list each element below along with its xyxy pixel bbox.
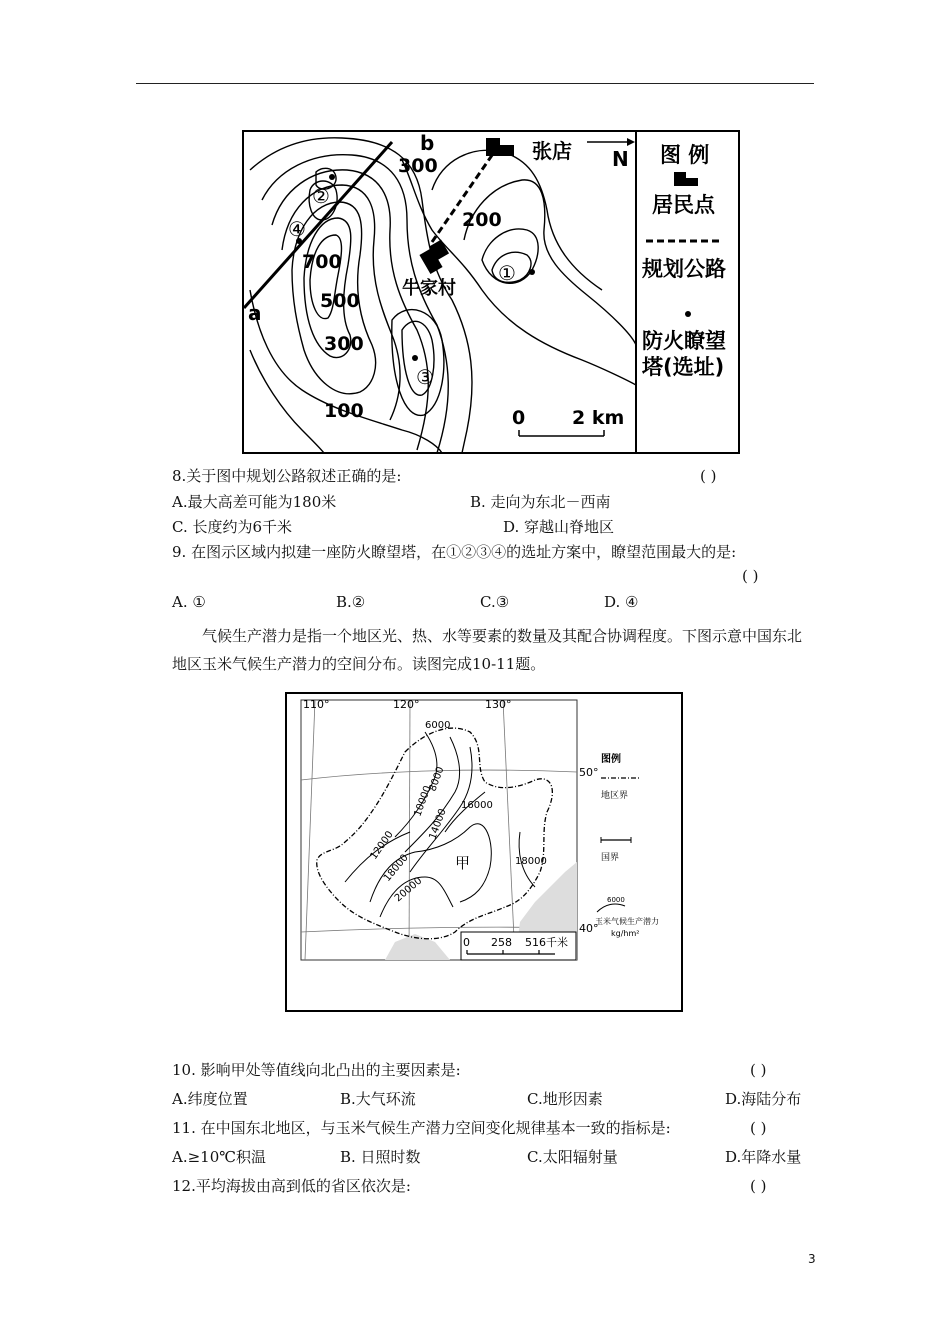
scale-0: 0	[463, 936, 470, 949]
legend-tower-line2: 塔(选址)	[642, 355, 725, 379]
lon-110: 110°	[303, 698, 330, 711]
q8-option-b[interactable]: B. 走向为东北－西南	[470, 493, 611, 511]
contour-18000-west: 18000	[381, 852, 411, 884]
q9-option-b[interactable]: B.②	[336, 593, 366, 611]
q9-option-d[interactable]: D. ④	[604, 593, 639, 611]
ridge-label-b: b	[420, 131, 435, 155]
scale-zero: 0	[512, 407, 526, 429]
intro-paragraph: 气候生产潜力是指一个地区光、热、水等要素的数量及其配合协调程度。下图示意中国东北地区玉米气候生产潜力的空间分布。读图完成10-11题。	[172, 627, 803, 673]
contour-10000: 10000	[412, 784, 434, 819]
legend-road: 规划公路	[642, 257, 726, 281]
q11-option-a[interactable]: A.≥10℃积温	[172, 1148, 267, 1166]
header-rule	[136, 83, 814, 84]
legend-residential: 居民点	[652, 193, 715, 217]
q10-stem: 10. 影响甲处等值线向北凸出的主要因素是:	[172, 1061, 461, 1079]
scale-258: 258	[491, 936, 512, 949]
q8-answer-blank[interactable]: ( )	[700, 467, 717, 485]
legend2-region-border: 地区界	[601, 791, 629, 801]
q9-option-a[interactable]: A. ①	[172, 593, 206, 611]
legend2-title: 图例	[601, 754, 621, 765]
contour-200: 200	[462, 209, 502, 231]
q11-answer-blank[interactable]: ( )	[750, 1119, 767, 1137]
page-number: 3	[808, 1252, 816, 1266]
contour-300-top: 300	[398, 155, 438, 177]
tower-site-2-dot	[329, 174, 335, 180]
legend-tower-line1: 防火瞭望	[642, 329, 726, 353]
northeast-china-map-figure	[285, 692, 683, 1012]
place-zhangdian: 张店	[532, 139, 572, 163]
q9-option-c[interactable]: C.③	[480, 593, 510, 611]
contour-20000: 20000	[392, 875, 425, 905]
site-1-label: ①	[498, 261, 516, 285]
q10-answer-blank[interactable]: ( )	[750, 1061, 767, 1079]
tower-site-3-dot	[412, 355, 418, 361]
contour-6000: 6000	[425, 720, 451, 731]
scale-516km: 516千米	[525, 936, 568, 949]
lon-120: 120°	[393, 698, 420, 711]
contour-100: 100	[324, 400, 364, 422]
q9-answer-blank[interactable]: ( )	[742, 567, 759, 585]
contour-map-figure	[242, 130, 740, 454]
site-4-label: ④	[288, 217, 306, 241]
place-niujiacun: 牛家村	[402, 278, 456, 299]
q12-answer-blank[interactable]: ( )	[750, 1177, 767, 1195]
q9-stem: 9. 在图示区域内拟建一座防火瞭望塔，在①②③④的选址方案中，瞭望范围最大的是:	[172, 543, 737, 561]
q8-stem: 8.关于图中规划公路叙述正确的是:	[172, 467, 402, 485]
contour-700: 700	[302, 251, 342, 273]
contour-18000-east: 18000	[515, 856, 547, 867]
contour-300-left: 300	[324, 333, 364, 355]
site-3-label: ③	[416, 365, 434, 389]
q10-option-d[interactable]: D.海陆分布	[725, 1090, 802, 1108]
lat-40: 40°	[579, 922, 599, 935]
region-jia: 甲	[455, 854, 471, 872]
legend2-potential-line1: 玉米气候生产潜力	[595, 917, 659, 926]
contour-12000: 12000	[368, 829, 396, 862]
contour-16000: 16000	[461, 800, 493, 811]
tower-site-1-dot	[529, 269, 535, 275]
q8-option-a[interactable]: A.最大高差可能为180米	[172, 493, 337, 511]
legend-tower-icon	[685, 311, 691, 317]
contour-14000: 14000	[427, 807, 449, 842]
q8-option-c[interactable]: C. 长度约为6千米	[172, 518, 293, 536]
contour-8000: 8000	[427, 765, 447, 794]
q10-option-b[interactable]: B.大气环流	[340, 1090, 416, 1108]
legend2-national-border: 国界	[601, 853, 620, 863]
q11-option-b[interactable]: B. 日照时数	[340, 1148, 421, 1166]
legend2-potential-line2: kg/hm²	[611, 929, 640, 938]
q10-option-c[interactable]: C.地形因素	[527, 1090, 603, 1108]
legend2-contour-sample: 6000	[607, 896, 625, 904]
q8-option-d[interactable]: D. 穿越山脊地区	[503, 518, 615, 536]
q12-stem: 12.平均海拔由高到低的省区依次是:	[172, 1177, 411, 1195]
q11-stem: 11. 在中国东北地区，与玉米气候生产潜力空间变化规律基本一致的指标是:	[172, 1119, 671, 1137]
q10-option-a[interactable]: A.纬度位置	[172, 1090, 248, 1108]
q11-option-c[interactable]: C.太阳辐射量	[527, 1148, 618, 1166]
legend-title: 图 例	[660, 143, 710, 167]
q11-option-d[interactable]: D.年降水量	[725, 1148, 802, 1166]
contour-500: 500	[320, 290, 360, 312]
lon-130: 130°	[485, 698, 512, 711]
site-2-label: ②	[312, 184, 330, 208]
scale-2km: 2 km	[572, 407, 625, 429]
ridge-label-a: a	[248, 301, 262, 325]
north-label: N	[612, 147, 629, 171]
lat-50: 50°	[579, 766, 599, 779]
